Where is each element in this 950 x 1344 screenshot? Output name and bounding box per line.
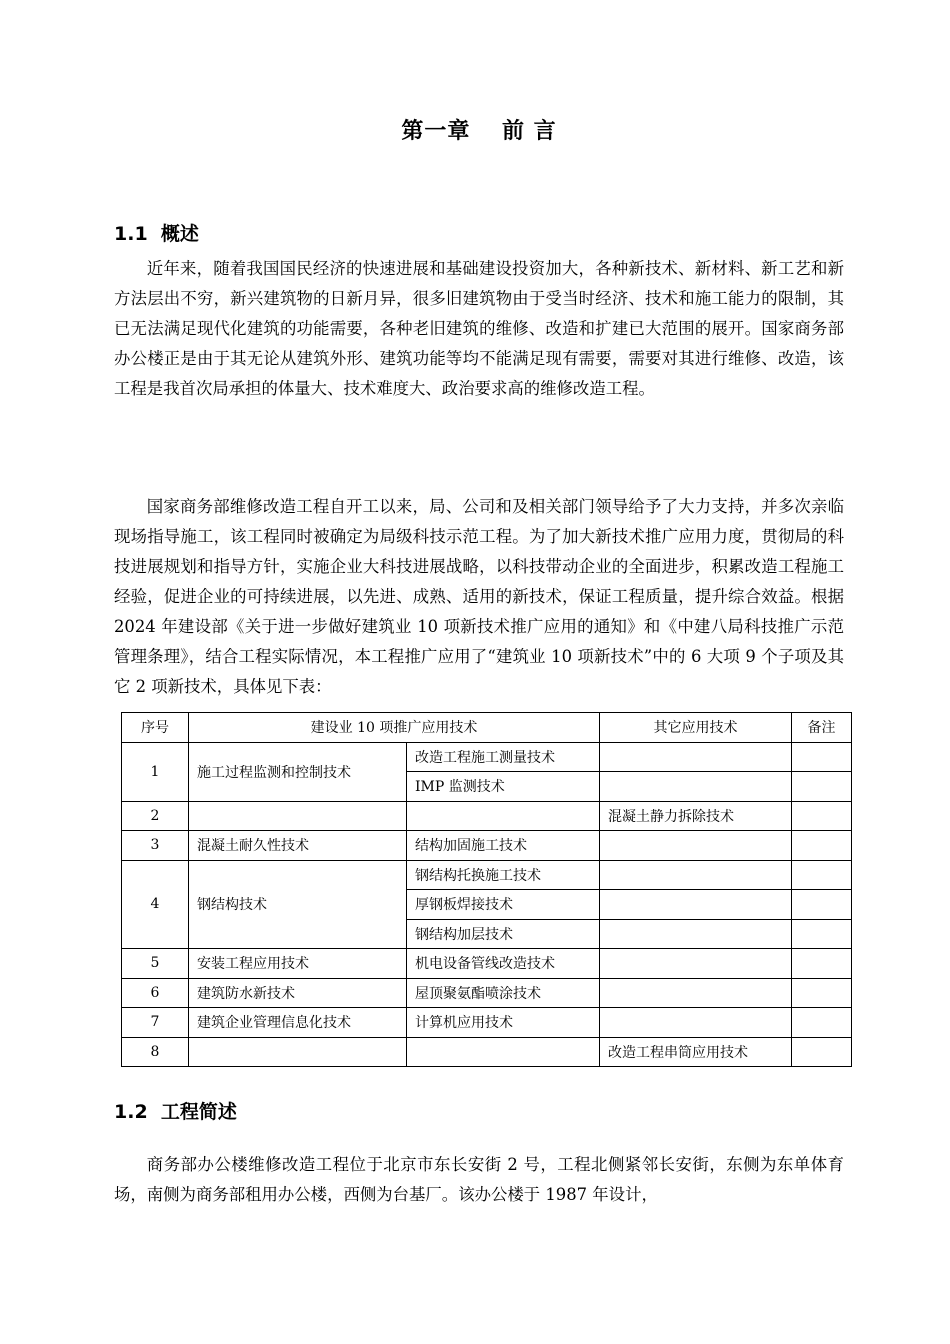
table-row xyxy=(122,978,852,1008)
cell-subitem: 计算机应用技术 xyxy=(407,1008,600,1038)
cell-other xyxy=(600,978,792,1008)
cell-note xyxy=(792,978,852,1008)
cell-subitem: IMP 监测技术 xyxy=(407,772,600,802)
cell-category xyxy=(189,801,407,831)
cell-subitem: 机电设备管线改造技术 xyxy=(407,949,600,979)
cell-other xyxy=(600,949,792,979)
cell-category: 安装工程应用技术 xyxy=(189,949,407,979)
cell-subitem: 结构加固施工技术 xyxy=(407,831,600,861)
cell-subitem: 屋顶聚氨酯喷涂技术 xyxy=(407,978,600,1008)
cell-subitem xyxy=(407,1037,600,1067)
cell-no: 6 xyxy=(122,978,189,1008)
cell-other xyxy=(600,742,792,772)
table-row xyxy=(122,860,852,890)
header-no: 序号 xyxy=(122,713,189,743)
cell-other: 混凝土静力拆除技术 xyxy=(600,801,792,831)
cell-other xyxy=(600,860,792,890)
cell-no: 2 xyxy=(122,801,189,831)
cell-category: 混凝土耐久性技术 xyxy=(189,831,407,861)
overview-paragraph-2: 国家商务部维修改造工程自开工以来，局、公司和及相关部门领导给予了大力支持，并多次亲临现场指导施工，该工程同时被确定为局级科技示范工程。为了加大新技术推广应用力度，贯彻局的科技进展规划和指导方针，实施企业大科技进展战略，以科技带动企业的全面进步，积累改造工程施工经验，促进企业的可持续进展，以先进、成熟、适用的新技术，保证工程质量，提升综合效益。根据 2024 年建设部《关于进一步做好建筑业 10 项新技术推广应用的通知》和《中建八局科技推广示范管理条理》，结合工程实际情况，本工程推广应用了“建筑业 10 项新技术”中的 6 大项 9 个子项及其它 2 项新技术，具体见下表： xyxy=(114,497,844,696)
cell-no: 3 xyxy=(122,831,189,861)
table-header-row xyxy=(122,713,852,743)
cell-subitem: 厚钢板焊接技术 xyxy=(407,890,600,920)
header-ten-tech: 建设业 10 项推广应用技术 xyxy=(189,713,600,743)
cell-note xyxy=(792,919,852,949)
cell-category: 建筑防水新技术 xyxy=(189,978,407,1008)
cell-subitem: 改造工程施工测量技术 xyxy=(407,742,600,772)
header-note: 备注 xyxy=(792,713,852,743)
project-summary-paragraph: 商务部办公楼维修改造工程位于北京市东长安街 2 号，工程北侧紧邻长安街，东侧为东单体育场，南侧为商务部租用办公楼，西侧为台基厂。该办公楼于 1987 年设计， xyxy=(114,1155,844,1204)
cell-no: 1 xyxy=(122,742,189,801)
cell-category: 建筑企业管理信息化技术 xyxy=(189,1008,407,1038)
cell-note xyxy=(792,772,852,802)
technology-table xyxy=(121,712,852,1067)
cell-note xyxy=(792,831,852,861)
table-row xyxy=(122,1008,852,1038)
cell-other xyxy=(600,890,792,920)
table-row xyxy=(122,801,852,831)
cell-note xyxy=(792,949,852,979)
cell-subitem: 钢结构托换施工技术 xyxy=(407,860,600,890)
cell-other xyxy=(600,831,792,861)
cell-no: 8 xyxy=(122,1037,189,1067)
cell-no: 5 xyxy=(122,949,189,979)
cell-other xyxy=(600,772,792,802)
table-row xyxy=(122,831,852,861)
overview-paragraph-1: 近年来，随着我国国民经济的快速进展和基础建设投资加大，各种新技术、新材料、新工艺和新方法层出不穷，新兴建筑物的日新月异，很多旧建筑物由于受当时经济、技术和施工能力的限制，其已无法满足现代化建筑的功能需要，各种老旧建筑的维修、改造和扩建已大范围的展开。国家商务部办公楼正是由于其无论从建筑外形、建筑功能等均不能满足现有需要，需要对其进行维修、改造，该工程是我首次局承担的体量大、技术难度大、政治要求高的维修改造工程。 xyxy=(114,259,844,398)
cell-other xyxy=(600,919,792,949)
cell-no: 7 xyxy=(122,1008,189,1038)
cell-note xyxy=(792,801,852,831)
cell-category xyxy=(189,1037,407,1067)
table-row xyxy=(122,949,852,979)
header-other-tech: 其它应用技术 xyxy=(600,713,792,743)
cell-subitem: 钢结构加层技术 xyxy=(407,919,600,949)
table-row xyxy=(122,1037,852,1067)
cell-no: 4 xyxy=(122,860,189,949)
cell-note xyxy=(792,1037,852,1067)
cell-category: 施工过程监测和控制技术 xyxy=(189,742,407,801)
cell-subitem xyxy=(407,801,600,831)
cell-note xyxy=(792,742,852,772)
cell-other: 改造工程串筒应用技术 xyxy=(600,1037,792,1067)
section-heading-overview: 1.1 概述 xyxy=(114,223,199,245)
table-row xyxy=(122,742,852,772)
section-heading-project-summary: 1.2 工程简述 xyxy=(114,1101,237,1123)
cell-note xyxy=(792,890,852,920)
cell-note xyxy=(792,1008,852,1038)
cell-note xyxy=(792,860,852,890)
cell-category: 钢结构技术 xyxy=(189,860,407,949)
chapter-title: 第一章 前 言 xyxy=(401,119,557,144)
cell-other xyxy=(600,1008,792,1038)
